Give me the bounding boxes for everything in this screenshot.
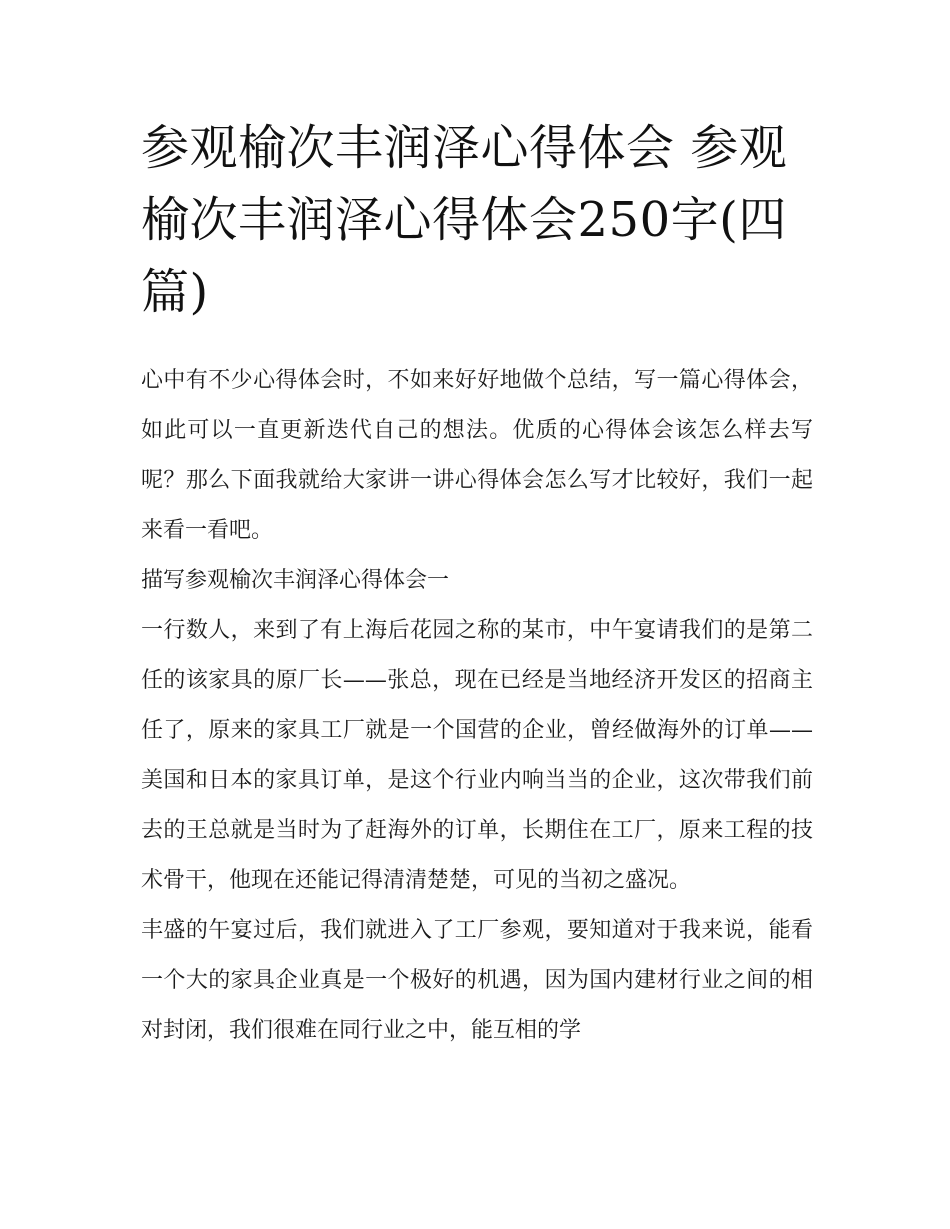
document-title: 参观榆次丰润泽心得体会 参观榆次丰润泽心得体会250字(四篇) (141, 120, 788, 320)
document-body (141, 112, 813, 1056)
intro-paragraph: 心中有不少心得体会时，不如来好好地做个总结，写一篇心得体会，如此可以一直更新迭代自己的想法。优质的心得体会该怎么样去写呢？那么下面我就给大家讲一讲心得体会怎么写才比较好，我们一起来看一看吧。 (141, 368, 813, 543)
section-heading: 描写参观榆次丰润泽心得体会一 (141, 568, 450, 593)
body-paragraph-1: 一行数人，来到了有上海后花园之称的某市，中午宴请我们的是第二任的该家具的原厂长——张总，现在已经是当地经济开发区的招商主任了，原来的家具工厂就是一个国营的企业，曾经做海外的订单——美国和日本的家具订单，是这个行业内响当当的企业，这次带我们前去的王总就是当时为了赶海外的订单，长期住在工厂，原来工程的技术骨干，他现在还能记得清清楚楚，可见的当初之盛况。 (141, 618, 813, 893)
body-paragraph-2: 丰盛的午宴过后，我们就进入了工厂参观，要知道对于我来说，能看一个大的家具企业真是一个极好的机遇，因为国内建材行业之间的相对封闭，我们很难在同行业之中，能互相的学 (141, 918, 813, 1043)
